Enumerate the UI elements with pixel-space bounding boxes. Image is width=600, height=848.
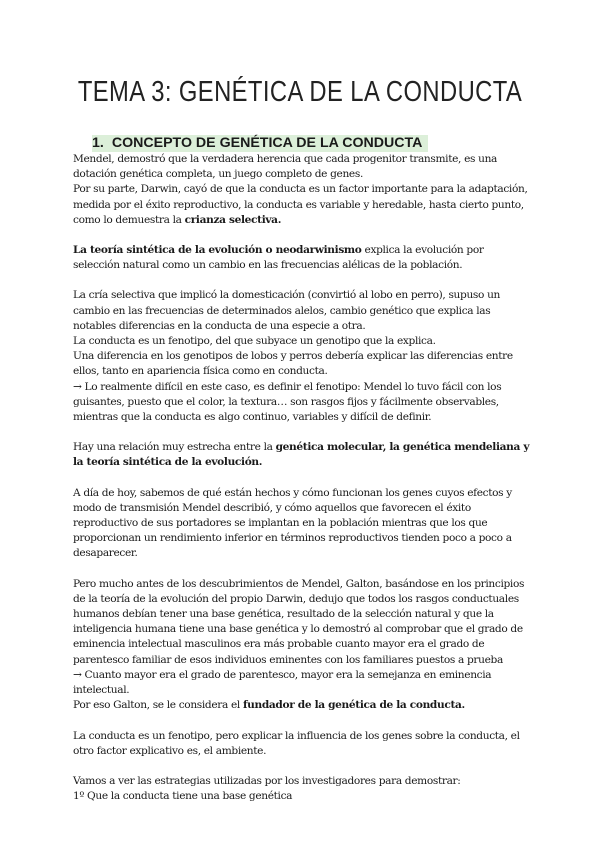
paragraph-text: Por eso Galton, se le considera el (73, 699, 243, 712)
page-title: TEMA 3: GENÉTICA DE LA CONDUCTA (77, 76, 523, 108)
paragraph: La conducta es un fenotipo, pero explicar la influencia de los genes sobre la conducta, el otro factor explicativo es, el ambiente. (73, 729, 520, 757)
paragraph-bold: fundador de la genética de la conducta. (242, 699, 465, 712)
paragraph: → Cuanto mayor era el grado de parentesco, mayor era la semejanza en eminencia intelectual. (73, 668, 492, 697)
paragraph-text: Por su parte, Darwin, cayó de que la conducta es un factor importante para la adaptación, medida por el éxito reproductivo, la conducta es variable y heredable, hasta cierto punto, como lo demuestra la (73, 183, 528, 226)
paragraph: Mendel, demostró que la verdadera herencia que cada progenitor transmite, es una dotación genética completa, un juego completo de genes. (73, 153, 498, 181)
paragraph-bold: genética molecular, la genética mendeliana y la teoría sintética de la evolución. (73, 441, 530, 469)
paragraph: Pero mucho antes de los descubrimientos de Mendel, Galton, basándose en los principios de la teoría de la evolución del propio Darwin, dedujo que todos los rasgos conductuales humanos debían tener una base genética, resultado de la selección natural y que la inteligencia humana tiene una base genética y lo demostró al comprobar que el grado de eminencia intelectual masculinos era más probable cuanto mayor era el grado de parentesco familiar de esos individuos eminentes con los familiares puestos a prueba (73, 577, 525, 666)
paragraph: Vamos a ver las estrategias utilizadas por los investigadores para demostrar: (73, 774, 461, 787)
paragraph (73, 440, 531, 470)
paragraph: A día de hoy, sabemos de qué están hechos y cómo funcionan los genes cuyos efectos y modo de transmisión Mendel describió, y cómo aquellos que favorecen el éxito reproductivo de sus portadores se implantan en la población mientras que los que proporcionan un rendimiento inferior en términos reproductivos tienden poco a poco a desaparecer. (73, 486, 512, 560)
paragraph: 1º Que la conducta tiene una base genética (73, 790, 293, 803)
paragraph (73, 182, 531, 228)
section-label: CONCEPTO DE GENÉTICA DE LA CONDUCTA (111, 135, 423, 151)
paragraph-text: explica la evolución por selección natural como un cambio en las frecuencias alélicas de la población. (73, 244, 484, 272)
paragraph: → Lo realmente difícil en este caso, es definir el fenotipo: Mendel lo tuvo fácil con los guisantes, puesto que el color, la textura… son rasgos fijos y fácilmente observables, mientras que la conducta es algo continuo, variables y difícil de definir. (73, 380, 502, 424)
paragraph: Una diferencia en los genotipos de lobos y perros debería explicar las diferencias entre ellos, tanto en apariencia física como en conducta. (73, 350, 513, 378)
section-heading (92, 135, 428, 152)
paragraph: La cría selectiva que implicó la domesticación (convirtió al lobo en perro), supuso un cambio en las frecuencias de determinados alelos, cambio genético que explica las notables diferencias en la conducta de una especie a otra. (73, 289, 501, 332)
paragraph-bold: La teoría sintética de la evolución o neodarwinismo (73, 244, 362, 257)
section-number: 1. (92, 135, 104, 151)
paragraph (73, 243, 531, 273)
paragraph: La conducta es un fenotipo, del que subyace un genotipo que la explica. (73, 335, 436, 348)
paragraph (73, 698, 531, 713)
paragraph-text: Hay una relación muy estrecha entre la (73, 441, 276, 454)
body-text (73, 152, 531, 804)
paragraph-bold: crianza selectiva. (184, 213, 282, 226)
